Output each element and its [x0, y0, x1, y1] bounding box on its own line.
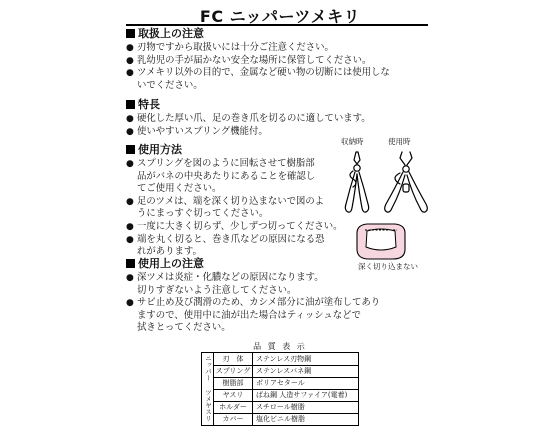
section-heading-text: 特長: [138, 98, 160, 111]
figure-label-stored: 収納時: [341, 137, 364, 146]
quality-label-table: [201, 341, 359, 426]
section-heading-text: 使用上の注意: [138, 257, 204, 270]
table-row: ホルダー スチロール樹脂: [214, 401, 358, 414]
list-item: ● 端を丸く切ると、巻き爪などの原因になる恐 れがあります。: [126, 234, 341, 259]
list-item: ● ツメキリ以外の目的で、金属など硬い物の切断には使用しな いでください。: [126, 67, 432, 92]
toenail-illustration: [353, 221, 409, 261]
section-heading-usage: [126, 143, 182, 157]
quality-table-title: 品 質 表 示: [253, 342, 307, 351]
quality-table: [201, 352, 359, 426]
list-item: ● 使いやすいスプリング機能付。: [126, 126, 432, 139]
title-divider: [126, 24, 428, 26]
square-bullet-icon: [126, 145, 135, 154]
figure-label-no-deep-cut: 深く切り込まない: [358, 262, 418, 271]
figure-label-in-use: 使用時: [388, 137, 411, 146]
square-bullet-icon: [126, 259, 135, 268]
nipper-in-use-illustration: [380, 148, 434, 218]
section-heading-cautions: [126, 257, 204, 271]
list-item: ● スプリングを図のように回転させて樹脂部 品がバネの中央あたりにあることを確認し てご使用ください。: [126, 158, 341, 196]
list-item: ● 刃物ですから取扱いには十分ご注意ください。: [126, 42, 432, 55]
square-bullet-icon: [126, 100, 135, 109]
list-item: ● 足のツメは、端を深く切り込まないで図のよ うにまっすぐ切ってください。: [126, 196, 341, 221]
list-item: ● 乳幼児の手が届かない安全な場所に保管してください。: [126, 55, 432, 68]
table-row: ヤスリ ばね鋼 人造サファイア(電着): [214, 389, 358, 402]
section-heading-text: 取扱上の注意: [138, 27, 204, 40]
list-item: ● 一度に大きく切らず、少しずつ切ってください。: [126, 221, 341, 234]
side-label-file: ツメヤスリ: [204, 389, 212, 422]
section-heading-handling: [126, 27, 204, 41]
table-row: 樹脂部 ポリアセタール: [214, 377, 358, 390]
features-list: [126, 113, 432, 138]
quality-side-column: [202, 353, 214, 425]
list-item: ● 硬化した厚い爪、足の巻き爪を切るのに適しています。: [126, 113, 432, 126]
cautions-list: [126, 272, 432, 335]
list-item: ● 深ツメは炎症・化膿などの原因になります。 切りすぎないよう注意してください。: [126, 272, 432, 297]
table-row: スプリング ステンレスバネ鋼: [214, 365, 358, 378]
square-bullet-icon: [126, 29, 135, 38]
nipper-stored-illustration: [336, 148, 380, 218]
usage-list: [126, 158, 341, 259]
section-heading-features: [126, 98, 160, 112]
table-row: 刃 体 ステンレス刃物鋼: [214, 353, 358, 366]
side-label-nipper: ニッパー: [204, 355, 212, 381]
table-row: カバー 塩化ビニル樹脂: [214, 413, 358, 425]
handling-list: [126, 42, 432, 92]
section-heading-text: 使用方法: [138, 143, 182, 156]
page-title: FC ニッパーツメキリ: [199, 7, 361, 26]
list-item: ● サビ止め及び潤滑のため、カシメ部分に油が塗布してあり ますので、使用中に油が出た場合はティッシュなどで 拭きとってください。: [126, 297, 432, 335]
